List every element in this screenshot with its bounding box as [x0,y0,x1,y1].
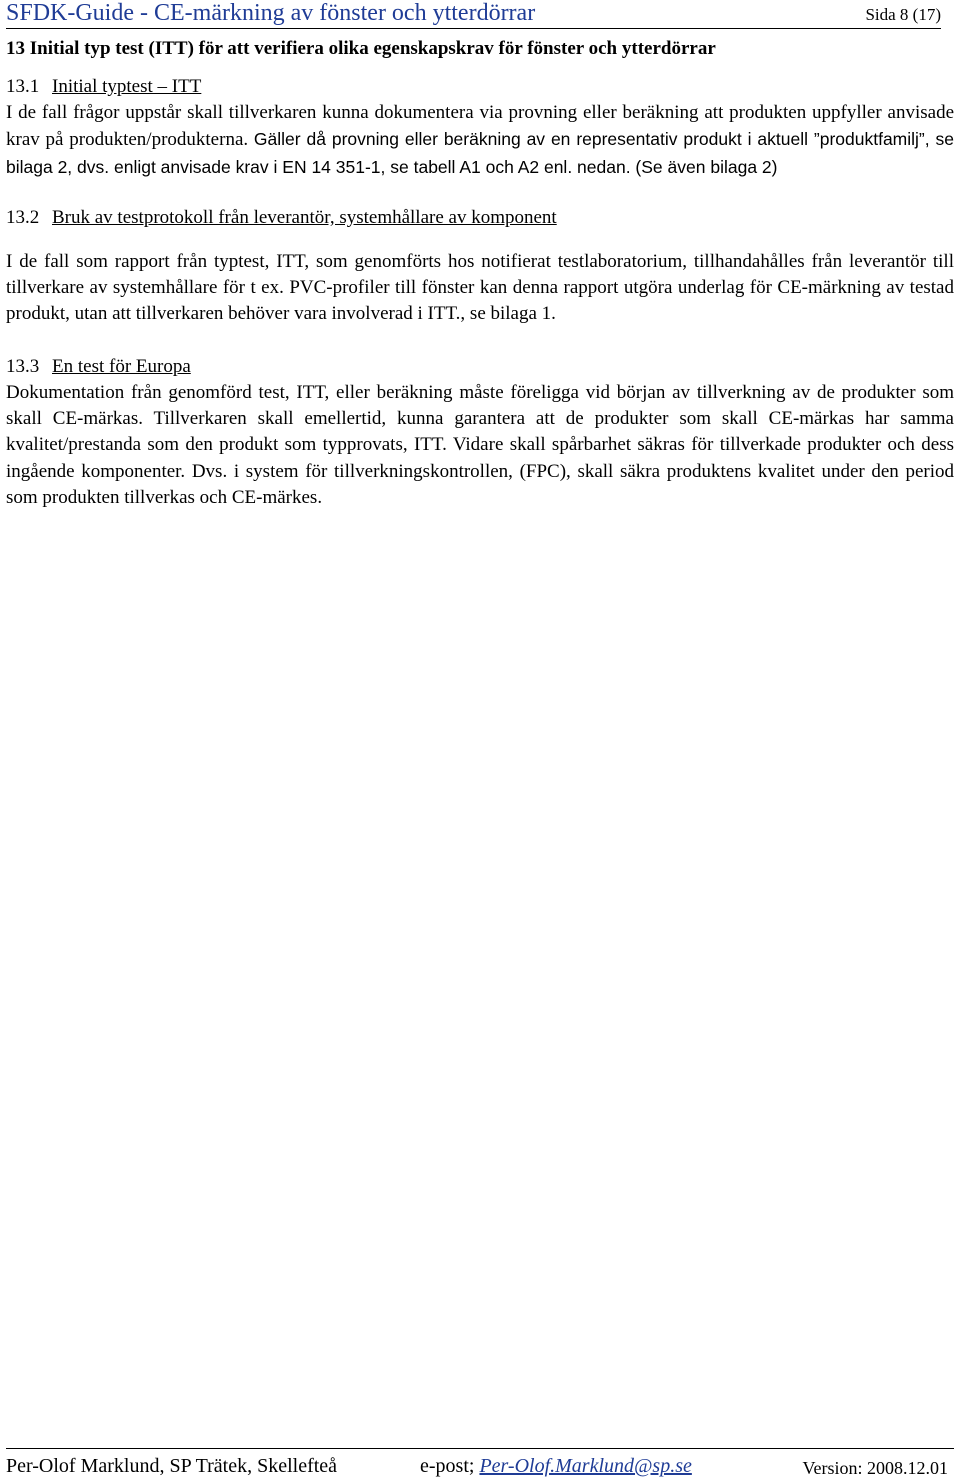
subsection-title: Bruk av testprotokoll från leverantör, systemhållare av komponent [52,206,557,228]
paragraph-13-1 [6,100,954,181]
section-heading: 13 Initial typ test (ITT) för att verifiera olika egenskapskrav för fönster och ytterdörrar [6,38,716,59]
subsection-heading-13-2 [6,205,954,231]
subsection-number: 13.2 [6,206,40,228]
main-content [6,74,954,511]
subsection-number: 13.3 [6,355,40,377]
email-link[interactable]: Per-Olof.Marklund@sp.se [479,1455,692,1477]
paragraph-text-sans: Gäller då provning eller beräkning av en representativ produkt i aktuell ”produktfamilj”, se bilaga 2, dvs. enligt anvisade krav i EN 14 351-1, se tabell A1 och A2 enl. nedan. (Se även bilaga 2) [6,129,954,177]
email-label: e-post; [420,1455,475,1477]
subsection-heading-13-1 [6,74,954,100]
document-title: SFDK-Guide - CE-märkning av fönster och ytterdörrar [6,0,536,26]
page-number: Sida 8 (17) [865,5,941,24]
paragraph-text: I de fall frågor uppstår skall tillverkaren kunna dokumentera via provning eller beräkning att produkten uppfyller anvisade krav på produkten/produkterna. [6,102,954,151]
subsection-heading-13-3 [6,354,954,380]
footer-version: Version: 2008.12.01 [802,1458,948,1478]
footer-email [420,1453,692,1479]
subsection-title: Initial typtest – ITT [52,76,202,97]
page-header [6,0,941,29]
subsection-title: En test för Europa [52,355,191,377]
footer-author: Per-Olof Marklund, SP Trätek, Skellefteå [6,1455,338,1477]
paragraph-13-3: Dokumentation från genomförd test, ITT, eller beräkning måste föreligga vid början av tillverkning av de produkter som skall CE-märkas. Tillverkaren skall emellertid, kunna garantera att de produkter som skall CE-märkas har samma kvalitet/prestanda som den produkt som typprovats, ITT. Vidare skall spårbarhet säkras för tillverkade produkter och dess ingående komponenter. Dvs. i system för tillverkningskontrollen, (FPC), skall säkra produktens kvalitet under den period som produkten tillverkas och CE-märkes. [6,381,954,508]
page-footer [6,1448,954,1479]
paragraph-13-2: I de fall som rapport från typtest, ITT, som genomförts hos notifierat testlaboratorium, tillhandahålles från leverantör till tillverkare av systemhållare för t ex. PVC-profiler till fönster kan denna rapport utgöra underlag för CE-märkning av testad produkt, utan att tillverkaren behöver vara involverad i ITT., se bilaga 1. [6,250,954,325]
subsection-number: 13.1 [6,76,40,97]
